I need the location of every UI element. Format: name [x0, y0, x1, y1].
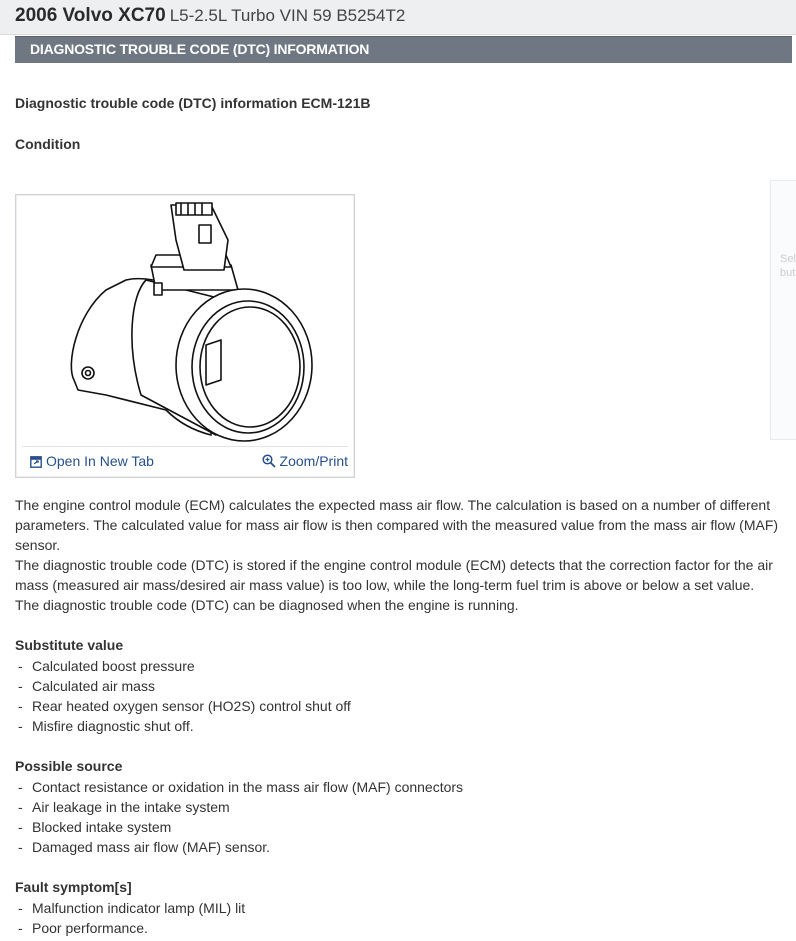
substitute-heading: Substitute value — [15, 637, 124, 653]
list-item: - Malfunction indicator lamp (MIL) lit — [15, 898, 245, 918]
vehicle-name: 2006 Volvo XC70 — [15, 5, 166, 26]
description-paragraph-2: The diagnostic trouble code (DTC) is stored if the engine control module (ECM) detects that the correction factor for the air mass (measured air mass/desired air mass value) is too low, while the long-term fuel trim is above or below a set value. — [15, 557, 773, 593]
vehicle-title — [15, 5, 405, 27]
condition-heading: Condition — [15, 136, 81, 152]
description-paragraph-3: The diagnostic trouble code (DTC) can be diagnosed when the engine is running. — [15, 597, 519, 613]
zoom-print-label: Zoom/Print — [279, 453, 348, 469]
fault-symptom-heading: Fault symptom[s] — [15, 879, 132, 895]
fault-symptom-list — [15, 898, 245, 938]
side-panel-collapsed[interactable] — [770, 180, 796, 440]
list-item: - Calculated boost pressure — [15, 656, 351, 676]
list-item: - Poor performance. — [15, 918, 245, 938]
list-item: - Air leakage in the intake system — [15, 797, 463, 817]
figure-footer — [22, 446, 348, 473]
side-panel-text-1: Sel — [780, 253, 796, 265]
side-panel-text-2: but — [780, 267, 796, 279]
list-item: - Rear heated oxygen sensor (HO2S) control shut off — [15, 696, 351, 716]
open-new-tab-icon — [30, 455, 42, 471]
vehicle-header — [0, 0, 796, 35]
list-item: - Blocked intake system — [15, 817, 463, 837]
zoom-print-link[interactable] — [262, 453, 348, 471]
list-item: - Damaged mass air flow (MAF) sensor. — [15, 837, 463, 857]
engine-spec: L5-2.5L Turbo VIN 59 B5254T2 — [169, 6, 406, 25]
possible-source-heading: Possible source — [15, 758, 123, 774]
maf-sensor-illustration[interactable] — [16, 195, 354, 445]
dtc-heading: Diagnostic trouble code (DTC) information ECM-121B — [15, 95, 371, 111]
list-item: - Misfire diagnostic shut off. — [15, 716, 351, 736]
zoom-icon — [262, 454, 276, 471]
open-new-tab-label: Open In New Tab — [46, 453, 154, 469]
possible-source-list — [15, 777, 463, 857]
section-title: DIAGNOSTIC TROUBLE CODE (DTC) INFORMATION — [30, 41, 370, 57]
description-block — [15, 495, 793, 615]
list-item: - Calculated air mass — [15, 676, 351, 696]
list-item: - Contact resistance or oxidation in the mass air flow (MAF) connectors — [15, 777, 463, 797]
open-new-tab-link[interactable] — [30, 453, 154, 471]
section-header-bar — [15, 36, 792, 63]
maf-sensor-figure — [15, 194, 355, 478]
description-paragraph-1: The engine control module (ECM) calculates the expected mass air flow. The calculation is based on a number of different parameters. The calculated value for mass air flow is then compared with the measured value from the mass air flow (MAF) sensor. — [15, 497, 779, 553]
substitute-list — [15, 656, 351, 736]
